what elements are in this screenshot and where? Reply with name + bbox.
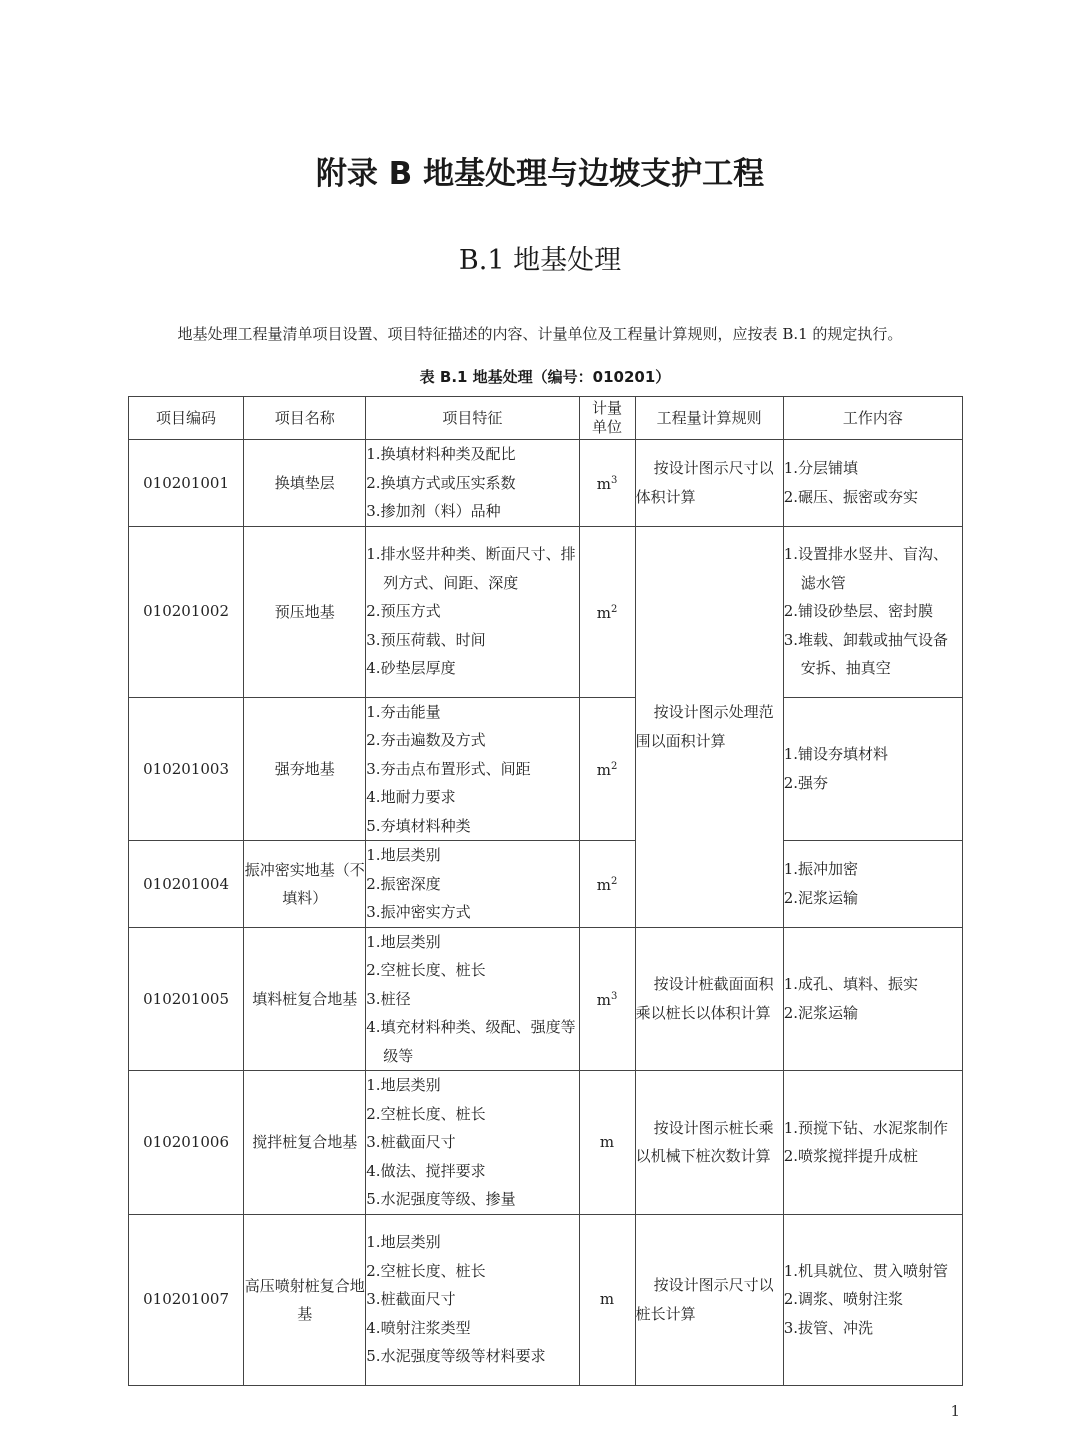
feature-line: 1.换填材料种类及配比: [366, 445, 516, 463]
work-line: 1.设置排水竖井、盲沟、滤水管: [783, 545, 949, 592]
feature-line: 4.喷射注浆类型: [366, 1318, 471, 1337]
item-rule: 按设计桩截面面积乘以桩长以体积计算: [635, 927, 783, 1071]
feature-line: 2.换填方式或压实系数: [366, 473, 516, 492]
feature-line: 2.空桩长度、桩长: [366, 1261, 486, 1280]
work-line: 1.铺设夯填材料: [783, 745, 889, 764]
work-line: 2.碾压、振密或夯实: [783, 487, 919, 506]
work-line: 1.预搅下钻、水泥浆制作: [783, 1118, 949, 1137]
item-code: 010201002: [129, 526, 244, 697]
table-row: [129, 1214, 963, 1385]
feature-line: 4.填充材料种类、级配、强度等级等: [366, 1018, 576, 1065]
feature-line: 2.夯击遍数及方式: [366, 731, 486, 749]
item-features: [366, 526, 579, 697]
item-features: [366, 927, 579, 1071]
item-unit: $m^2$: [579, 526, 635, 697]
work-line: 2.泥浆运输: [783, 1003, 859, 1022]
item-name: 高压喷射桩复合地基: [244, 1214, 366, 1385]
work-line: 2.调浆、喷射注浆: [783, 1290, 904, 1309]
feature-line: 3.振冲密实方式: [366, 903, 471, 921]
item-name: 预压地基: [244, 526, 366, 697]
table-row: [129, 1071, 963, 1215]
work-line: 1.分层铺填: [783, 459, 859, 478]
feature-line: 1.排水竖井种类、断面尺寸、排列方式、间距、深度: [366, 545, 576, 592]
section-title: B.1 地基处理: [458, 245, 622, 276]
feature-line: 1.地层类别: [366, 1076, 441, 1094]
table-caption: 表 B.1 地基处理（编号：010201）: [419, 368, 671, 386]
item-rule: 按设计图示桩长乘以机械下桩次数计算: [635, 1071, 783, 1215]
intro-paragraph: 地基处理工程量清单项目设置、项目特征描述的内容、计量单位及工程量计算规则，应按表 B.1 的规定执行。: [177, 325, 903, 343]
work-line: 2.强夯: [783, 773, 829, 792]
item-rule-area: 按设计图示处理范围以面积计算: [635, 526, 783, 927]
table-row: [129, 526, 963, 697]
item-code: 010201005: [129, 927, 244, 1071]
feature-line: 1.夯击能量: [366, 702, 441, 721]
header-features: 项目特征: [366, 397, 579, 440]
work-line: 1.成孔、填料、振实: [783, 975, 919, 994]
feature-line: 2.振密深度: [366, 874, 441, 893]
item-name: 振冲密实地基（不填料）: [244, 841, 366, 928]
header-work: 工作内容: [783, 397, 962, 440]
item-unit: m: [579, 1071, 635, 1215]
header-unit: 计量单位: [579, 397, 635, 440]
work-line: 2.喷浆搅拌提升成桩: [783, 1147, 919, 1166]
appendix-title: 附录 B 地基处理与边坡支护工程: [315, 156, 765, 192]
feature-line: 5.水泥强度等级等材料要求: [366, 1347, 546, 1366]
feature-line: 3.桩截面尺寸: [366, 1133, 456, 1151]
feature-line: 4.做法、搅拌要求: [366, 1161, 486, 1180]
item-work: [783, 1071, 962, 1215]
item-name: 强夯地基: [244, 697, 366, 841]
item-rule: 按设计图示尺寸以桩长计算: [635, 1214, 783, 1385]
item-work: [783, 526, 962, 697]
page-number: 1: [950, 1402, 960, 1420]
table-row: [129, 927, 963, 1071]
item-name: 填料桩复合地基: [244, 927, 366, 1071]
item-code: 010201006: [129, 1071, 244, 1215]
table-row: [129, 841, 963, 928]
feature-line: 1.地层类别: [366, 932, 441, 951]
header-name: 项目名称: [244, 397, 366, 440]
feature-line: 5.水泥强度等级、掺量: [366, 1190, 516, 1208]
item-work: [783, 1214, 962, 1385]
feature-line: 2.空桩长度、桩长: [366, 961, 486, 979]
feature-line: 3.桩截面尺寸: [366, 1290, 456, 1309]
item-code: 010201007: [129, 1214, 244, 1385]
feature-line: 3.桩径: [366, 989, 411, 1008]
work-line: 1.振冲加密: [783, 860, 859, 879]
item-features: [366, 697, 579, 841]
item-name: 换填垫层: [244, 440, 366, 527]
item-unit: $m^2$: [579, 697, 635, 841]
feature-line: 1.地层类别: [366, 1233, 441, 1252]
table-row: [129, 697, 963, 841]
header-rule: 工程量计算规则: [635, 397, 783, 440]
feature-line: 3.夯击点布置形式、间距: [366, 759, 531, 778]
feature-line: 2.空桩长度、桩长: [366, 1104, 486, 1123]
work-line: 1.机具就位、贯入喷射管: [783, 1261, 949, 1280]
feature-line: 4.地耐力要求: [366, 788, 456, 806]
feature-line: 3.掺加剂（料）品种: [366, 502, 501, 520]
table-row: [129, 440, 963, 527]
spec-table: [128, 396, 963, 1386]
work-line: 2.泥浆运输: [783, 888, 859, 907]
item-features: [366, 1214, 579, 1385]
work-line: 2.铺设砂垫层、密封膜: [783, 602, 934, 621]
feature-line: 2.预压方式: [366, 602, 441, 621]
item-work: [783, 440, 962, 527]
item-rule: 按设计图示尺寸以体积计算: [635, 440, 783, 527]
item-code: 010201004: [129, 841, 244, 928]
item-unit: $m^3$: [579, 440, 635, 527]
work-line: 3.堆载、卸载或抽气设备安拆、抽真空: [783, 630, 949, 678]
item-code: 010201003: [129, 697, 244, 841]
item-work: [783, 927, 962, 1071]
item-features: [366, 440, 579, 527]
item-work: [783, 841, 962, 928]
item-work: [783, 697, 962, 841]
item-features: [366, 841, 579, 928]
item-unit: $m^2$: [579, 841, 635, 928]
item-unit: $m^3$: [579, 927, 635, 1071]
item-unit: m: [579, 1214, 635, 1385]
table-header-row: [129, 397, 963, 440]
work-line: 3.拔管、冲洗: [783, 1318, 874, 1337]
feature-line: 1.地层类别: [366, 846, 441, 864]
item-features: [366, 1071, 579, 1215]
header-code: 项目编码: [129, 397, 244, 440]
item-name: 搅拌桩复合地基: [244, 1071, 366, 1215]
feature-line: 4.砂垫层厚度: [366, 659, 456, 678]
feature-line: 5.夯填材料种类: [366, 816, 471, 835]
item-code: 010201001: [129, 440, 244, 527]
feature-line: 3.预压荷载、时间: [366, 630, 486, 649]
